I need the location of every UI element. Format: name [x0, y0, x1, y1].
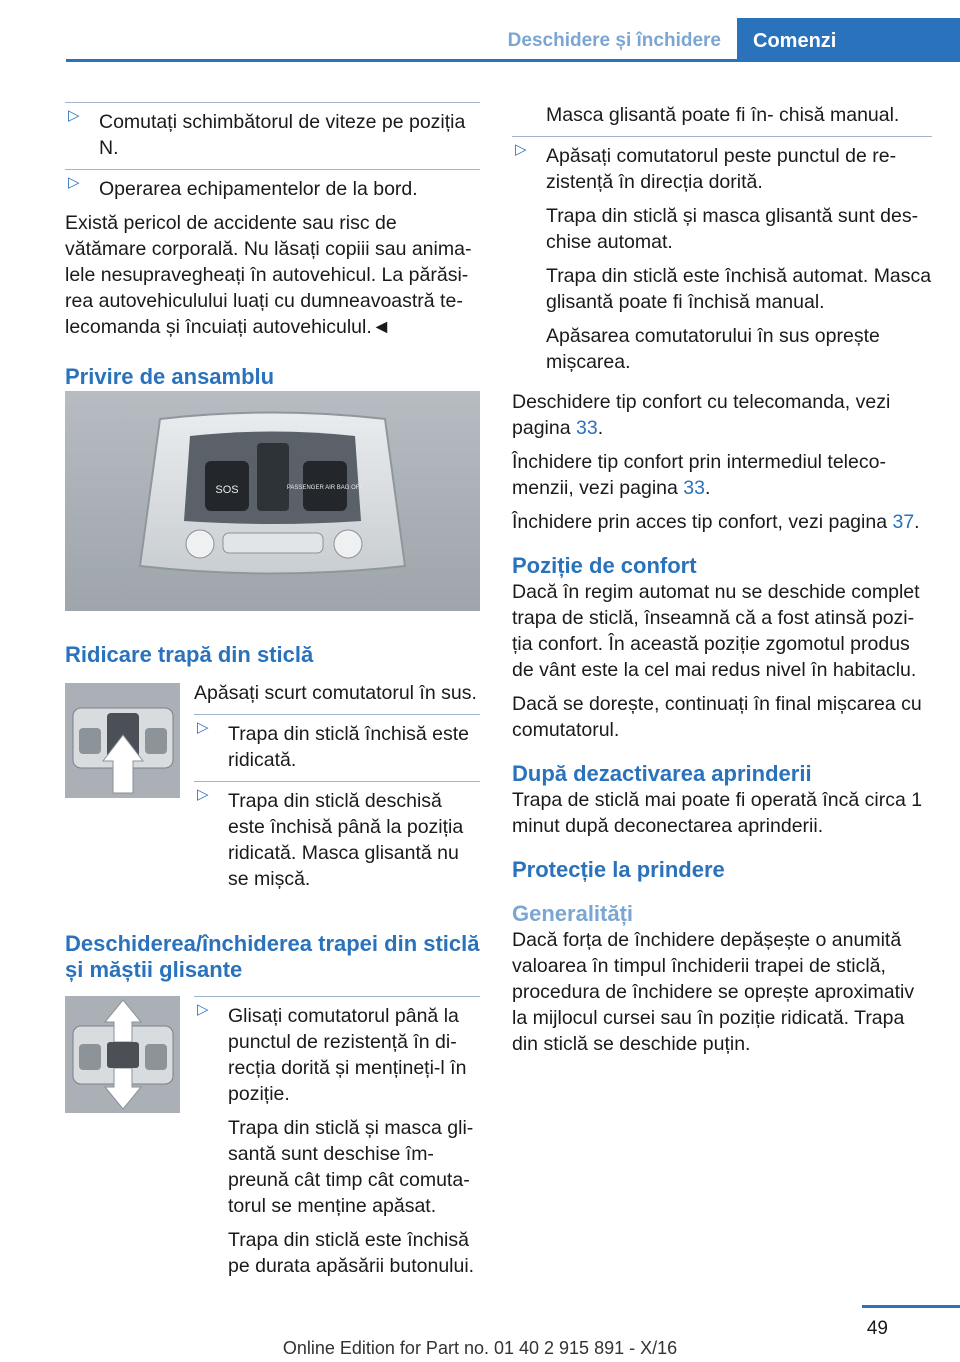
header-rule [66, 59, 960, 62]
list-item-continued: Masca glisantă poate fi în- chisă manual. [546, 104, 900, 126]
header-chapter-tab: Comenzi [737, 18, 960, 62]
list-item: ▷ Trapa din sticlă închisă este ridicată. [194, 714, 480, 773]
raise-text [194, 680, 480, 900]
left-column [65, 102, 480, 390]
triangle-bullet-icon: ▷ [68, 174, 80, 191]
triangle-bullet-icon: ▷ [515, 141, 527, 158]
airbag-label: PASSENGER AIR BAG OFF [286, 485, 364, 491]
triangle-bullet-icon: ▷ [197, 1001, 209, 1018]
page-number: 49 [866, 1318, 888, 1339]
overview-photo [65, 391, 480, 611]
switch-slide-photo [65, 996, 180, 1113]
triangle-bullet-icon: ▷ [68, 107, 80, 124]
comfort-paragraph: Dacă se dorește, continuați în final mișcarea cu comutatorul. [512, 693, 922, 741]
switch-slide-illustration [65, 996, 180, 1113]
warning-text: Există pericol de accidente sau risc de vătămare corporală. Nu lăsați copiii sau anima- lele nesupravegheați în autovehicul. La părăsi- rea autovehiculului luați cu dumneavoastră te- lecomanda și încuiați autovehiculul.◄ [65, 212, 472, 338]
raise-section [65, 642, 480, 668]
heading-general: Generalități [512, 901, 634, 926]
list-item: ▷ Glisați comutatorul până la punctul de rezistență în di- recția dorită și mențineți-l în poziție. Trapa din sticlă și masca gli- santă sunt deschise îm- preună cât timp cât comuta- torul se menține apăsat. Trapa din sticlă este închisă pe durata apăsării butonului. [194, 996, 480, 1279]
switch-up-photo [65, 683, 180, 798]
heading-overview: Privire de ansamblu [65, 364, 275, 389]
sos-label: SOS [215, 484, 239, 496]
open-close-heading-wrap [65, 931, 480, 983]
footer-edition: Online Edition for Part no. 01 40 2 915 891 - X/16 [282, 1338, 678, 1358]
triangle-bullet-icon: ▷ [197, 719, 209, 736]
comfort-paragraph: Dacă în regim automat nu se deschide complet trapa de sticlă, înseamnă că a fost atinsă pozi- ția confort. În această poziție zgomotul produs de vânt este la cel mai redus nivel în habitaclu. [512, 581, 920, 681]
page-link[interactable]: 37 [892, 511, 915, 533]
reference-paragraph: Deschidere tip confort cu telecomanda, vezi pagina 33. [512, 391, 891, 439]
right-column [512, 102, 932, 1065]
footer-rule [862, 1305, 960, 1308]
after-ignition-paragraph: Trapa de sticlă mai poate fi operată încă circa 1 minut după deconectarea aprinderii. [512, 789, 923, 837]
raise-intro: Apăsați scurt comutatorul în sus. [194, 682, 477, 704]
page-link[interactable]: 33 [575, 417, 598, 439]
list-item: ▷ Apăsați comutatorul peste punctul de re- zistență în direcția dorită. Trapa din sticlă și masca glisantă sunt des- chise automat. Trapa din sticlă este închisă automat. Masca glisantă poate fi închisă manual. Apăsarea comutatorului în sus oprește mișcarea. [512, 136, 932, 375]
general-paragraph: Dacă forța de închidere depășește o anumită valoarea în timpul închiderii trapei de sticlă, procedura de închidere se oprește aproximativ la mijlocul cursei sau în poziție ridicată. Trapa din sticlă se deschide puțin. [512, 929, 915, 1055]
list-item: ▷ Operarea echipamentelor de la bord. [65, 169, 480, 202]
switch-up-illustration [65, 683, 180, 798]
heading-open-close: Deschiderea/închiderea trapei din sticlă și măștii glisante [65, 931, 480, 982]
roof-console-illustration [65, 391, 480, 611]
heading-raise: Ridicare trapă din sticlă [65, 642, 314, 667]
heading-after-ignition: După dezactivarea aprinderii [512, 761, 812, 786]
page-link[interactable]: 33 [683, 477, 705, 499]
reference-paragraph: Închidere tip confort prin intermediul teleco- menzii, vezi pagina 33. [512, 451, 886, 499]
list-item: ▷ Comutați schimbătorul de viteze pe poziția N. [65, 102, 480, 161]
heading-comfort: Poziție de confort [512, 553, 697, 578]
list-item: ▷ Trapa din sticlă deschisă este închisă până la poziția ridicată. Masca glisantă nu se mișcă. [194, 781, 480, 892]
open-close-text [194, 996, 480, 1287]
header-section-title: Deschidere și închidere [507, 30, 721, 51]
heading-pinch-protection: Protecție la prindere [512, 857, 725, 882]
triangle-bullet-icon: ▷ [197, 786, 209, 803]
reference-paragraph: Închidere prin acces tip confort, vezi pagina 37. [512, 511, 920, 533]
